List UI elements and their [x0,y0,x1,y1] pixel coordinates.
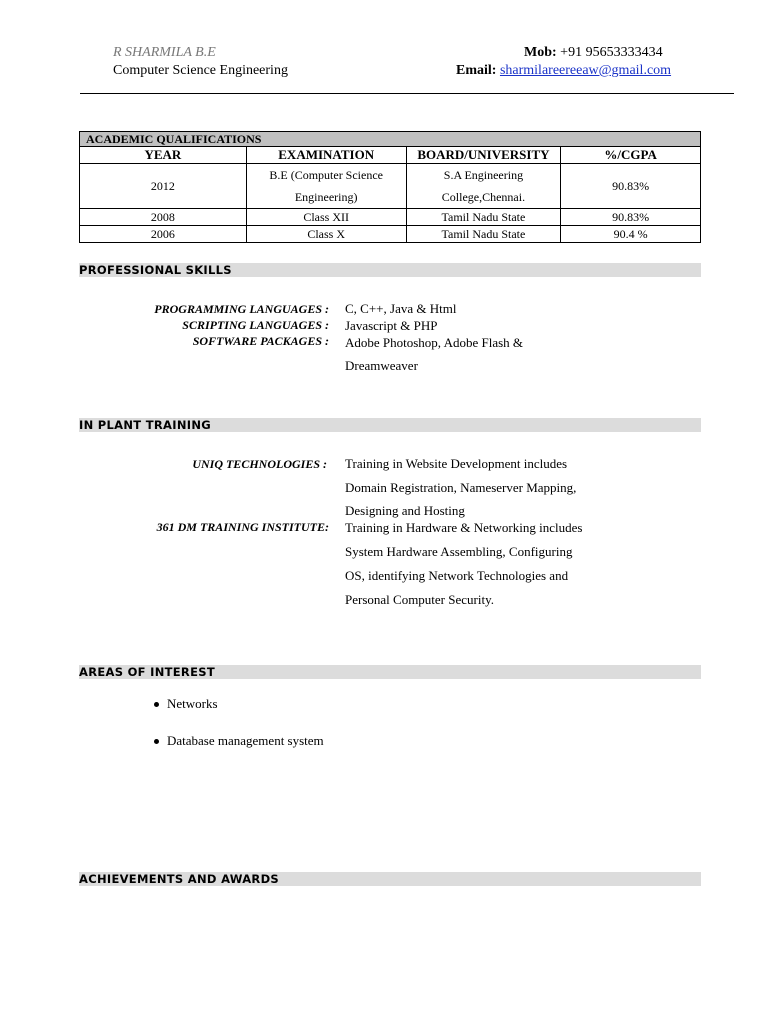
academic-qualifications-table [79,131,701,243]
table-row [80,226,701,243]
cell-examination-line: B.E (Computer Science [269,168,383,182]
cell-board [406,164,561,209]
cell-board-line: S.A Engineering [443,168,524,182]
section-heading-in-plant-training: IN PLANT TRAINING [79,418,701,432]
training-label: 361 DM TRAINING INSTITUTE: [156,520,329,534]
cell-score: 90.83% [561,209,701,226]
training-line: Training in Website Development includes [345,456,568,471]
table-caption: ACADEMIC QUALIFICATIONS [80,132,701,147]
skill-label: SCRIPTING LANGUAGES : [182,318,329,332]
cell-board: Tamil Nadu State [406,226,561,243]
cell-examination: Class X [246,226,406,243]
cell-year: 2012 [80,164,247,209]
mobile-label: Mob: [524,45,557,60]
mobile-contact [524,45,663,61]
skill-value: Javascript & PHP [345,318,438,333]
training-line: System Hardware Assembling, Configuring [345,544,573,559]
training-line: Domain Registration, Nameserver Mapping, [345,480,577,495]
bullet-icon [154,702,159,707]
cell-score: 90.83% [561,164,701,209]
training-label: UNIQ TECHNOLOGIES : [192,457,327,471]
cell-year: 2008 [80,209,247,226]
mobile-number: +91 95653333434 [560,45,663,60]
list-item [154,733,324,749]
candidate-name: R SHARMILA B.E [113,45,216,60]
email-label: Email: [456,63,497,78]
table-caption-row [80,132,701,147]
col-header-examination: EXAMINATION [246,147,406,164]
cell-score: 90.4 % [561,226,701,243]
skill-value: Dreamweaver [345,358,418,373]
section-heading-areas-of-interest: AREAS OF INTEREST [79,665,701,679]
skill-value: C, C++, Java & Html [345,301,457,316]
skill-label: SOFTWARE PACKAGES : [192,334,329,348]
training-line: Personal Computer Security. [345,592,494,607]
email-link[interactable]: sharmilareereeaw@gmail.com [499,63,672,78]
interest-text: Networks [167,696,218,711]
cell-examination: Class XII [246,209,406,226]
candidate-department: Computer Science Engineering [113,63,288,78]
skill-label: PROGRAMMING LANGUAGES : [154,302,329,316]
cell-board-line: College,Chennai. [441,190,526,204]
section-heading-achievements: ACHIEVEMENTS AND AWARDS [79,872,701,886]
section-heading-professional-skills: PROFESSIONAL SKILLS [79,263,701,277]
header-divider [80,93,734,94]
col-header-cgpa: %/CGPA [561,147,701,164]
training-line: Designing and Hosting [345,503,465,518]
table-header-row [80,147,701,164]
bullet-icon [154,739,159,744]
col-header-board: BOARD/UNIVERSITY [406,147,561,164]
table-row [80,209,701,226]
cell-examination [246,164,406,209]
interest-text: Database management system [167,733,324,748]
email-contact [456,63,671,79]
col-header-year: YEAR [80,147,247,164]
cell-board: Tamil Nadu State [406,209,561,226]
list-item [154,696,218,712]
training-line: OS, identifying Network Technologies and [345,568,569,583]
skill-value: Adobe Photoshop, Adobe Flash & [345,335,524,350]
training-line: Training in Hardware & Networking includes [345,520,583,535]
cell-year: 2006 [80,226,247,243]
table-row [80,164,701,209]
cell-examination-line: Engineering) [294,190,358,204]
